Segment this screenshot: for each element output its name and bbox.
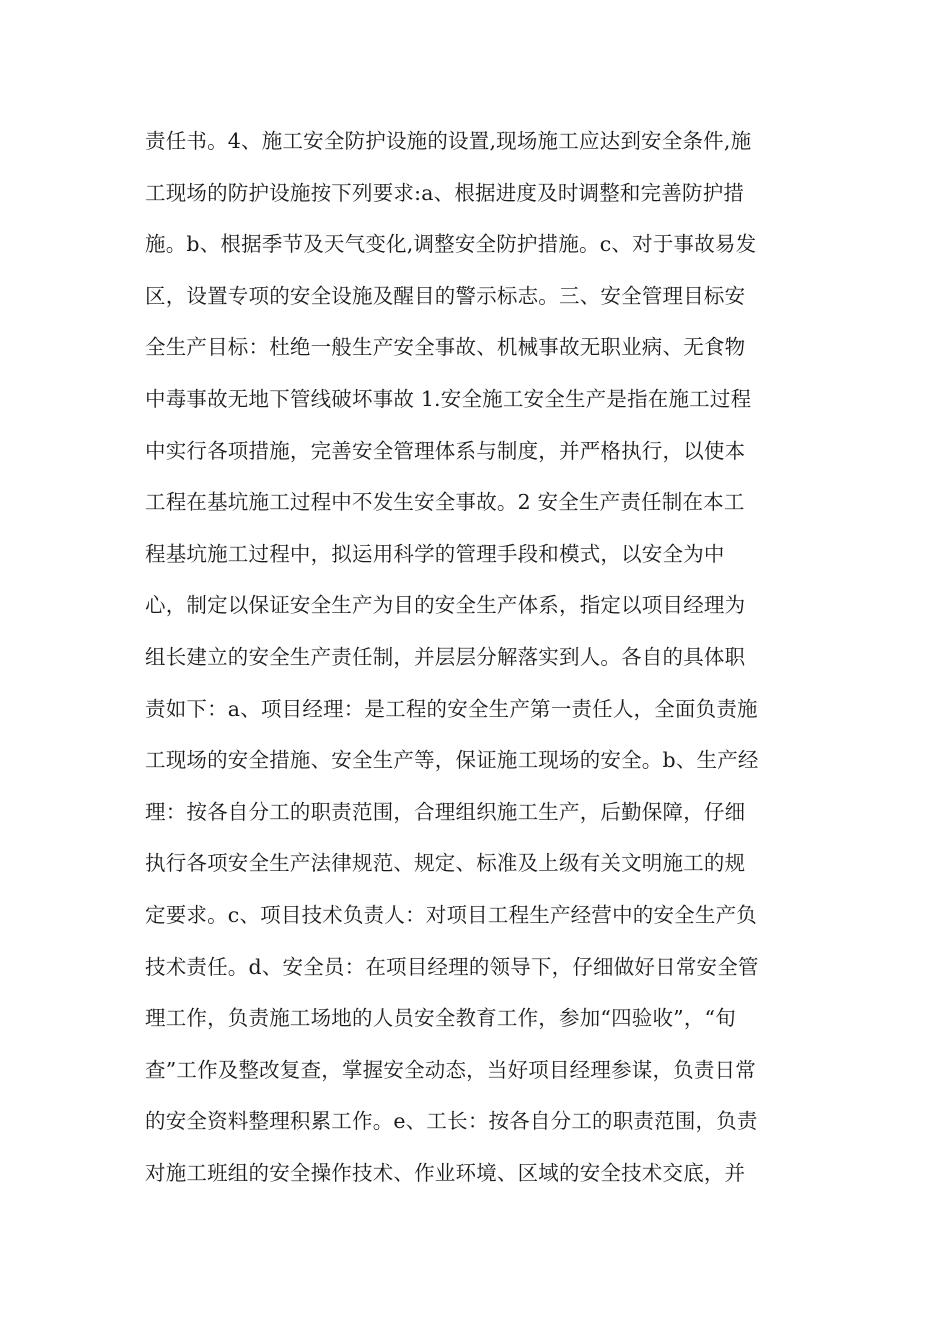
text-line: 工现场的防护设施按下列要求:a、根据进度及时调整和完善防护措 xyxy=(145,180,745,205)
text-line: 区，设置专项的安全设施及醒目的警示标志。三、安全管理目标安 xyxy=(145,283,746,308)
text-line: 中实行各项措施，完善安全管理体系与制度，并严格执行，以使本 xyxy=(145,438,746,463)
text-line: 工现场的安全措施、安全生产等，保证施工现场的安全。b、生产经 xyxy=(145,748,759,773)
text-line: 的安全资料整理积累工作。e、工长：按各自分工的职责范围，负责 xyxy=(145,1109,758,1134)
text-line: 施。b、根据季节及天气变化,调整安全防护措施。c、对于事故易发 xyxy=(145,232,757,257)
text-line: 全生产目标：杜绝一般生产安全事故、机械事故无职业病、无食物 xyxy=(145,335,746,360)
text-line: 工程在基坑施工过程中不发生安全事故。2 安全生产责任制在本工 xyxy=(145,490,745,515)
text-line: 对施工班组的安全操作技术、作业环境、区域的安全技术交底，并 xyxy=(145,1160,746,1185)
text-line: 理工作，负责施工场地的人员安全教育工作，参加“四验收”，“旬 xyxy=(145,1006,736,1031)
text-line: 执行各项安全生产法律规范、规定、标准及上级有关文明施工的规 xyxy=(145,851,746,876)
text-line: 技术责任。d、安全员：在项目经理的领导下，仔细做好日常安全管 xyxy=(145,954,759,979)
text-line: 查”工作及整改复查，掌握安全动态，当好项目经理参谋，负责日常 xyxy=(145,1057,756,1082)
text-line: 心，制定以保证安全生产为目的安全生产体系，指定以项目经理为 xyxy=(145,593,746,618)
text-line: 责任书。4、施工安全防护设施的设置,现场施工应达到安全条件,施 xyxy=(145,129,752,153)
text-line: 中毒事故无地下管线破坏事故 1.安全施工安全生产是指在施工过程 xyxy=(145,386,752,411)
body-text xyxy=(145,116,825,1199)
text-line: 组长建立的安全生产责任制，并层层分解落实到人。各自的具体职 xyxy=(145,644,746,669)
text-line: 定要求。c、项目技术负责人：对项目工程生产经营中的安全生产负 xyxy=(145,902,757,927)
text-line: 程基坑施工过程中，拟运用科学的管理手段和模式，以安全为中 xyxy=(145,541,725,566)
text-line: 责如下：a、项目经理：是工程的安全生产第一责任人，全面负责施 xyxy=(145,696,758,721)
text-line: 理：按各自分工的职责范围，合理组织施工生产，后勤保障，仔细 xyxy=(145,799,746,824)
